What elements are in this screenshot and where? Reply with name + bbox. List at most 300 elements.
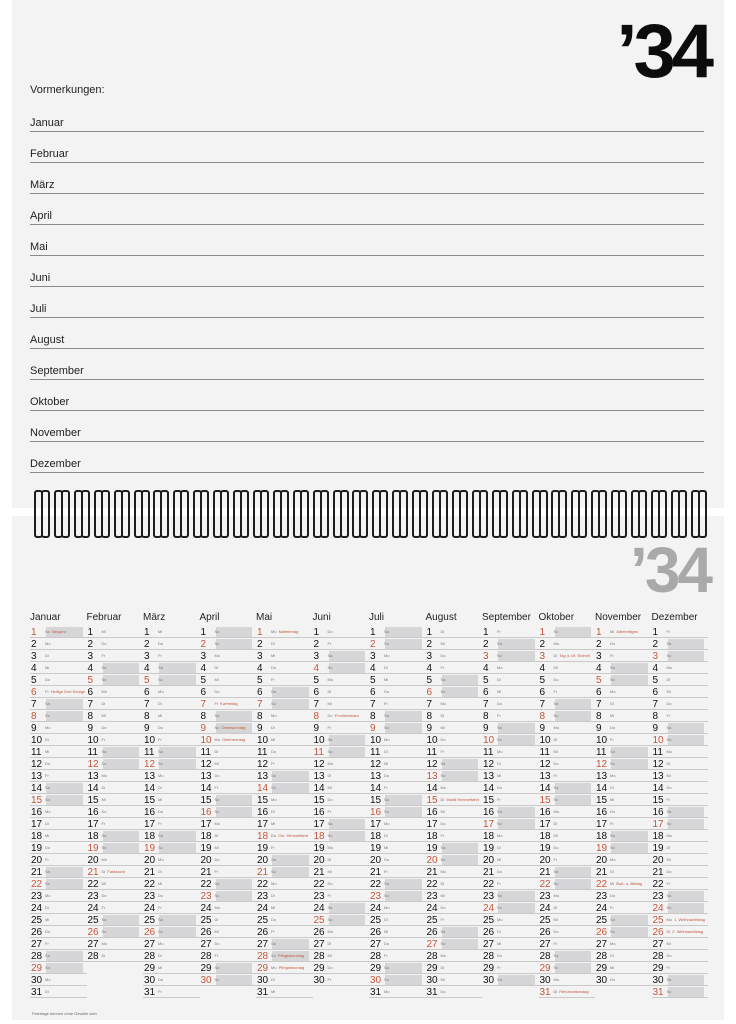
day-number: 26 (426, 926, 438, 938)
notes-month-label: November (30, 427, 81, 439)
weekday-label: Sa (45, 869, 50, 874)
day-number: 20 (144, 854, 156, 866)
day-cell (200, 794, 257, 806)
spiral-ring-icon (54, 490, 68, 534)
day-cell (143, 854, 200, 866)
weekday-label: Mi (384, 929, 389, 934)
day-number: 20 (313, 854, 325, 866)
day-number: 14 (144, 782, 156, 794)
day-number: 29 (313, 962, 325, 974)
day-cell (30, 710, 87, 722)
day-number: 6 (200, 686, 207, 698)
day-number: 5 (200, 674, 207, 686)
weekday-label: Sa (101, 665, 107, 670)
day-cell (482, 938, 539, 950)
day-number: 28 (483, 950, 495, 962)
spiral-ring-icon (591, 490, 605, 534)
day-cell (369, 914, 426, 926)
weekday-label: Mi (553, 833, 558, 838)
weekday-label: Mi (45, 749, 50, 754)
weekday-label: Mo (327, 929, 334, 934)
day-number: 12 (144, 758, 156, 770)
year-title-top: ’34 (616, 9, 710, 94)
weekday-label: Do (440, 737, 446, 742)
weekday-label: So (497, 737, 502, 742)
day-cell (30, 686, 87, 698)
month-column-8 (482, 612, 539, 986)
day-cell (426, 986, 483, 998)
spiral-ring-icon (512, 490, 526, 534)
day-cell (256, 806, 313, 818)
weekday-label: Do (45, 845, 51, 850)
spiral-ring-icon (293, 490, 307, 534)
day-cell (595, 914, 652, 926)
day-cell (256, 794, 313, 806)
day-number: 3 (200, 650, 207, 662)
day-number: 23 (483, 890, 495, 902)
day-cell (426, 722, 483, 734)
day-number: 7 (200, 698, 207, 710)
weekday-label: Fr (327, 641, 332, 646)
day-cell (482, 914, 539, 926)
day-cell (426, 974, 483, 986)
weekday-label: Do (610, 893, 616, 898)
day-cell (369, 974, 426, 986)
day-cell (539, 638, 596, 650)
holiday-label: Fronleichnam (334, 713, 359, 718)
day-number: 18 (483, 830, 495, 842)
weekday-label: Di (666, 929, 671, 934)
day-cell (652, 974, 709, 986)
weekday-label: So (610, 929, 615, 934)
spiral-ring-icon (153, 490, 167, 534)
day-number: 2 (313, 638, 320, 650)
day-cell (426, 950, 483, 962)
day-number: 19 (652, 842, 664, 854)
day-cell (143, 686, 200, 698)
day-cell (595, 638, 652, 650)
day-number: 11 (596, 746, 607, 758)
day-number: 26 (200, 926, 212, 938)
day-cell (482, 758, 539, 770)
day-cell (256, 626, 313, 638)
day-number: 1 (200, 626, 207, 638)
weekday-label: Mo (214, 821, 221, 826)
spiral-ring-icon (492, 490, 506, 534)
day-cell (539, 950, 596, 962)
day-cell (313, 674, 370, 686)
day-cell (652, 938, 709, 950)
day-number: 7 (313, 698, 320, 710)
day-number: 29 (31, 962, 43, 974)
day-cell (482, 734, 539, 746)
month-column-9 (539, 612, 596, 998)
day-cell (652, 806, 709, 818)
day-cell (143, 974, 200, 986)
weekday-label: So (271, 785, 276, 790)
weekday-label: So (327, 665, 333, 670)
day-number: 24 (31, 902, 43, 914)
weekday-label: Do (271, 917, 277, 922)
day-cell (482, 722, 539, 734)
day-number: 24 (87, 902, 99, 914)
day-number: 30 (31, 974, 43, 986)
day-cell (30, 878, 87, 890)
day-number: 14 (596, 782, 608, 794)
day-number: 4 (596, 662, 602, 674)
day-cell (369, 926, 426, 938)
day-cell (369, 806, 426, 818)
day-number: 6 (596, 686, 602, 698)
weekday-label: Sa (214, 713, 220, 718)
day-cell (539, 926, 596, 938)
weekday-label: So (45, 629, 50, 634)
day-cell (87, 794, 144, 806)
weekday-label: So (101, 929, 107, 934)
day-cell (369, 722, 426, 734)
day-number: 15 (596, 794, 608, 806)
day-cell (30, 662, 87, 674)
month-header: Februar (86, 612, 122, 623)
weekday-label: Di (497, 845, 501, 850)
weekday-label: Sa (384, 629, 389, 634)
day-cell (143, 626, 200, 638)
weekday-label: Sa (497, 977, 502, 982)
spiral-ring-icon (253, 490, 267, 534)
day-cell (256, 734, 313, 746)
day-cell (87, 650, 144, 662)
day-cell (143, 770, 200, 782)
day-number: 21 (313, 866, 325, 878)
day-number: 2 (144, 638, 150, 650)
day-cell (539, 626, 596, 638)
day-cell (539, 962, 596, 974)
weekday-label: Fr (45, 689, 49, 694)
weekday-label: Mo (553, 809, 560, 814)
day-number: 9 (539, 722, 546, 734)
spiral-ring-icon (551, 490, 565, 534)
weekday-label: So (45, 713, 50, 718)
day-number: 16 (257, 806, 269, 818)
day-cell (30, 854, 87, 866)
day-number: 18 (313, 830, 325, 842)
day-cell (30, 842, 87, 854)
day-cell (482, 806, 539, 818)
day-cell (652, 662, 709, 674)
day-cell (482, 878, 539, 890)
day-cell (143, 698, 200, 710)
weekday-label: Di (327, 689, 332, 694)
day-number: 23 (87, 890, 99, 902)
weekday-label: So (497, 905, 502, 910)
weekday-label: Mo (271, 797, 277, 802)
day-cell (313, 950, 370, 962)
weekday-label: Mo (327, 845, 334, 850)
day-number: 6 (313, 686, 320, 698)
day-cell (200, 662, 257, 674)
weekday-label: Di (214, 833, 219, 838)
day-cell (595, 866, 652, 878)
day-number: 29 (200, 962, 212, 974)
day-cell (256, 758, 313, 770)
weekday-label: Sa (45, 701, 50, 706)
day-number: 12 (539, 758, 551, 770)
day-cell (30, 950, 87, 962)
day-number: 30 (539, 974, 551, 986)
weekday-label: Do (610, 809, 616, 814)
weekday-label: Sa (327, 905, 333, 910)
weekday-label: Do (327, 713, 333, 718)
day-cell (482, 830, 539, 842)
day-number: 18 (652, 830, 664, 842)
month-header: Juni (312, 612, 331, 623)
day-number: 26 (370, 926, 382, 938)
day-number: 14 (257, 782, 269, 794)
day-cell (313, 638, 370, 650)
day-number: 30 (200, 974, 212, 986)
spiral-ring-icon (313, 490, 327, 534)
day-cell (30, 638, 87, 650)
day-number: 16 (370, 806, 382, 818)
notes-line-august (30, 329, 704, 349)
weekday-label: Sa (666, 977, 672, 982)
day-number: 3 (426, 650, 433, 662)
day-cell (369, 866, 426, 878)
day-cell (143, 818, 200, 830)
day-number: 8 (426, 710, 433, 722)
weekday-label: Do (440, 653, 446, 658)
day-number: 20 (31, 854, 43, 866)
day-number: 20 (652, 854, 664, 866)
day-number: 24 (596, 902, 608, 914)
weekday-label: So (45, 881, 50, 886)
day-number: 18 (87, 830, 99, 842)
weekday-label: Mi (101, 713, 106, 718)
day-number: 8 (313, 710, 320, 722)
day-cell (595, 650, 652, 662)
day-number: 21 (87, 866, 99, 878)
weekday-label: Mo (666, 833, 673, 838)
day-cell (30, 866, 87, 878)
weekday-label: Mi (45, 917, 50, 922)
day-cell (87, 770, 144, 782)
day-cell (426, 902, 483, 914)
notes-line-februar (30, 143, 704, 163)
month-column-2 (143, 612, 200, 998)
holiday-label: 1. Weihnachtstag (674, 917, 705, 922)
weekday-label: Fr (327, 893, 332, 898)
day-cell (652, 926, 709, 938)
weekday-label: So (101, 761, 107, 766)
day-number: 19 (313, 842, 325, 854)
weekday-label: So (214, 725, 220, 730)
weekday-label: Mi (610, 797, 615, 802)
day-cell (369, 698, 426, 710)
day-number: 17 (652, 818, 664, 830)
notes-line-januar (30, 112, 704, 132)
day-cell (539, 722, 596, 734)
day-number: 27 (539, 938, 551, 950)
weekday-label: Sa (553, 953, 559, 958)
spiral-ring-icon (392, 490, 406, 534)
weekday-label: Mo (214, 653, 221, 658)
weekday-label: Mi (158, 965, 163, 970)
day-number: 23 (370, 890, 382, 902)
day-cell (87, 926, 144, 938)
weekday-label: Fr (45, 857, 49, 862)
day-cell (595, 854, 652, 866)
weekday-label: Do (101, 893, 107, 898)
month-column-4 (256, 612, 313, 998)
day-cell (426, 638, 483, 650)
day-cell (143, 758, 200, 770)
weekday-label: Sa (384, 881, 389, 886)
day-number: 8 (31, 710, 37, 722)
day-cell (426, 830, 483, 842)
day-cell (87, 866, 144, 878)
weekday-label: Di (214, 749, 219, 754)
day-number: 17 (483, 818, 495, 830)
day-number: 26 (596, 926, 608, 938)
day-number: 22 (313, 878, 325, 890)
holiday-label: Pfingstsonntag (277, 953, 305, 958)
day-cell (256, 974, 313, 986)
day-number: 5 (596, 674, 602, 686)
weekday-label: Sa (271, 857, 276, 862)
day-cell (539, 686, 596, 698)
weekday-label: So (214, 893, 220, 898)
day-cell (595, 950, 652, 962)
weekday-label: Di (158, 869, 162, 874)
day-number: 14 (539, 782, 551, 794)
weekday-label: Di (327, 941, 332, 946)
day-number: 5 (426, 674, 433, 686)
notes-line-april (30, 205, 704, 225)
day-cell (539, 974, 596, 986)
notes-line-mai (30, 236, 704, 256)
weekday-label: Di (271, 725, 275, 730)
weekday-label: So (553, 629, 559, 634)
weekday-label: Mi (553, 665, 558, 670)
day-number: 15 (144, 794, 156, 806)
day-number: 19 (426, 842, 438, 854)
weekday-label: Mi (666, 689, 671, 694)
day-number: 15 (483, 794, 495, 806)
day-cell (143, 662, 200, 674)
day-number: 16 (87, 806, 99, 818)
notes-line-dezember (30, 453, 704, 473)
day-number: 23 (596, 890, 608, 902)
day-cell (426, 818, 483, 830)
day-cell (143, 950, 200, 962)
day-number: 11 (652, 746, 663, 758)
day-number: 25 (144, 914, 156, 926)
weekday-label: Sa (271, 773, 276, 778)
spiral-ring-icon (631, 490, 645, 534)
day-cell (652, 854, 709, 866)
weekday-label: Mo (610, 941, 616, 946)
day-number: 24 (652, 902, 664, 914)
weekday-label: Mi (214, 677, 219, 682)
weekday-label: Do (440, 905, 446, 910)
day-cell (87, 638, 144, 650)
day-number: 9 (652, 722, 659, 734)
day-cell (87, 914, 144, 926)
weekday-label: So (158, 929, 163, 934)
weekday-label: Fr (610, 821, 614, 826)
day-number: 23 (539, 890, 551, 902)
day-number: 27 (426, 938, 438, 950)
weekday-label: Do (327, 629, 333, 634)
spiral-ring-icon (114, 490, 128, 534)
day-number: 8 (539, 710, 546, 722)
day-cell (313, 938, 370, 950)
day-cell (30, 746, 87, 758)
weekday-label: Mi (45, 665, 50, 670)
day-number: 29 (370, 962, 382, 974)
day-number: 13 (31, 770, 43, 782)
weekday-label: Mo (45, 641, 51, 646)
day-number: 10 (313, 734, 325, 746)
day-cell (87, 890, 144, 902)
day-number: 29 (144, 962, 156, 974)
weekday-label: Fr (610, 653, 614, 658)
day-cell (369, 902, 426, 914)
day-number: 10 (257, 734, 269, 746)
spiral-ring-icon (472, 490, 486, 534)
day-number: 19 (370, 842, 382, 854)
day-number: 23 (426, 890, 438, 902)
weekday-label: Di (553, 653, 558, 658)
day-number: 10 (144, 734, 156, 746)
day-number: 30 (257, 974, 269, 986)
weekday-label: Mo (214, 737, 221, 742)
day-cell (200, 758, 257, 770)
day-number: 1 (370, 626, 376, 638)
weekday-label: So (384, 893, 389, 898)
day-number: 25 (200, 914, 212, 926)
wall-calendar (12, 0, 724, 1020)
day-number: 31 (426, 986, 438, 998)
holiday-label: Karfreitag (220, 701, 238, 706)
day-cell (200, 914, 257, 926)
day-cell (595, 806, 652, 818)
weekday-label: Fr (553, 941, 558, 946)
day-cell (87, 698, 144, 710)
weekday-label: Fr (553, 773, 558, 778)
weekday-label: Mo (497, 665, 503, 670)
day-number: 12 (31, 758, 43, 770)
weekday-label: Sa (610, 917, 615, 922)
day-cell (87, 818, 144, 830)
weekday-label: Mi (440, 893, 445, 898)
weekday-label: Do (384, 773, 390, 778)
day-cell (256, 746, 313, 758)
weekday-label: Mo (440, 785, 447, 790)
day-number: 19 (539, 842, 551, 854)
day-cell (426, 854, 483, 866)
weekday-label: So (666, 905, 672, 910)
weekday-label: Fr (384, 953, 388, 958)
weekday-label: Mi (327, 785, 332, 790)
day-cell (595, 674, 652, 686)
weekday-label: Di (553, 821, 558, 826)
day-cell (539, 794, 596, 806)
notes-line-oktober (30, 391, 704, 411)
day-cell (87, 734, 144, 746)
weekday-label: Do (610, 725, 616, 730)
weekday-label: Do (327, 881, 333, 886)
